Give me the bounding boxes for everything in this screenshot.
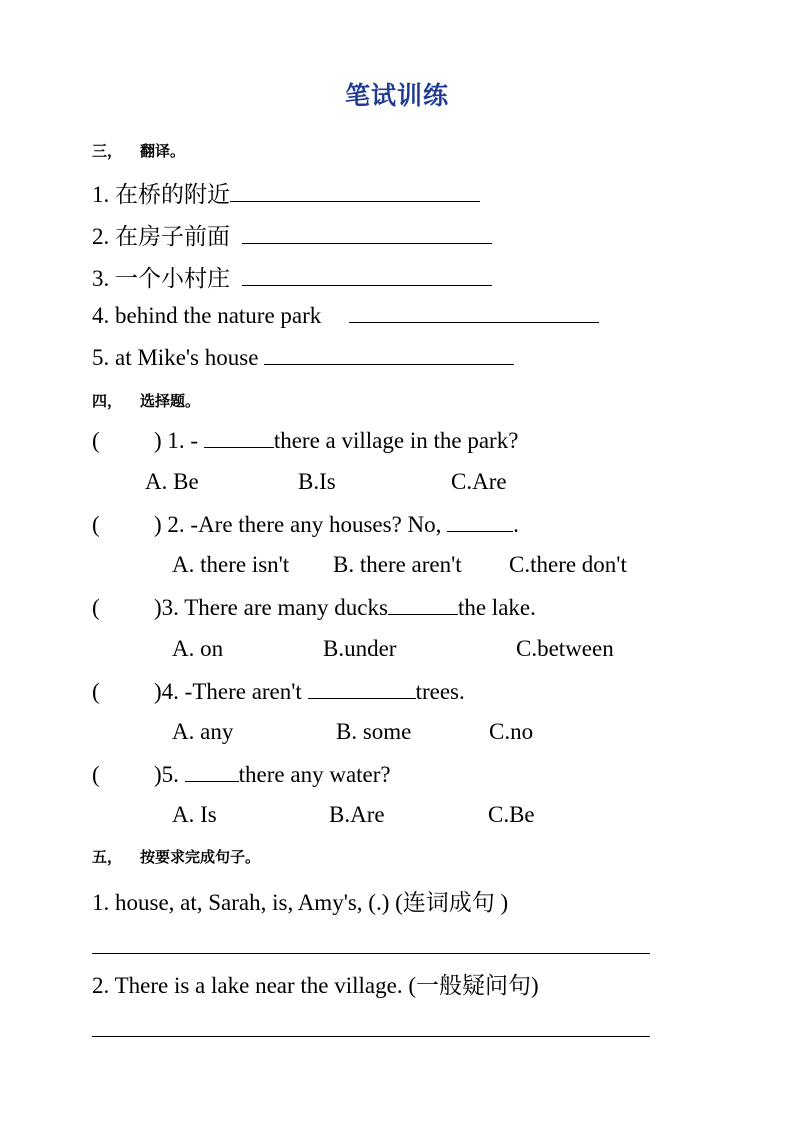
question-3 <box>92 594 536 621</box>
item-text: 4. behind the nature park <box>92 303 322 328</box>
question-2 <box>92 511 519 538</box>
section-heading-choice <box>92 390 200 411</box>
answer-blank[interactable] <box>230 181 480 202</box>
answer-blank[interactable] <box>242 223 492 244</box>
section-title: 选择题。 <box>140 392 201 410</box>
option-c[interactable]: C.Are <box>451 469 507 494</box>
section-heading-sentences <box>92 846 260 867</box>
option-b[interactable]: B. some <box>336 719 412 744</box>
answer-line[interactable] <box>92 1036 650 1037</box>
fill-blank[interactable] <box>447 511 513 532</box>
answer-paren[interactable]: ( <box>92 512 100 537</box>
fill-blank[interactable] <box>308 678 416 699</box>
fill-blank[interactable] <box>204 427 274 448</box>
sentence-item-1: 1. house, at, Sarah, is, Amy's, (.) (连词成句 ) <box>92 890 509 915</box>
option-a[interactable]: A. Is <box>172 802 217 827</box>
section-title: 翻译。 <box>140 142 186 160</box>
translate-item-5 <box>92 344 514 371</box>
section-number: 四， <box>92 392 123 410</box>
page-title: 笔试训练 <box>344 81 449 110</box>
question-stem: )4. -There aren't <box>154 679 302 704</box>
question-stem-end: . <box>513 512 519 537</box>
question-stem-end: the lake. <box>457 595 536 620</box>
item-text: 5. at Mike's house <box>92 345 259 370</box>
question-stem-end: there a village in the park? <box>273 428 519 453</box>
question-stem: ) 1. - <box>154 428 199 453</box>
answer-blank[interactable] <box>242 265 492 286</box>
question-stem: )5. <box>154 762 179 787</box>
translate-item-2 <box>92 218 492 251</box>
question-1 <box>92 427 518 454</box>
section-heading-translate <box>92 140 185 161</box>
question-stem-end: there any water? <box>238 762 391 787</box>
option-a[interactable]: A. there isn't <box>172 552 290 577</box>
option-b[interactable]: B.under <box>323 636 397 661</box>
item-text: 1. 在桥的附近 <box>92 182 230 207</box>
option-a[interactable]: A. on <box>172 636 224 661</box>
option-c[interactable]: C.there don't <box>509 552 627 577</box>
translate-item-3 <box>92 260 492 293</box>
fill-blank[interactable] <box>388 594 458 615</box>
section-number: 三， <box>92 142 123 160</box>
item-text: 2. 在房子前面 <box>92 224 230 249</box>
answer-paren[interactable]: ( <box>92 595 100 620</box>
answer-blank[interactable] <box>349 302 599 323</box>
answer-paren[interactable]: ( <box>92 679 100 704</box>
option-b[interactable]: B.Is <box>298 469 336 494</box>
option-a[interactable]: A. Be <box>145 469 199 494</box>
item-text: 3. 一个小村庄 <box>92 266 230 291</box>
translate-item-1 <box>92 176 480 209</box>
question-4 <box>92 678 465 705</box>
option-c[interactable]: C.Be <box>488 802 535 827</box>
option-c[interactable]: C.no <box>489 719 534 744</box>
option-b[interactable]: B.Are <box>329 802 385 827</box>
answer-blank[interactable] <box>264 344 514 365</box>
answer-paren[interactable]: ( <box>92 762 100 787</box>
question-5 <box>92 761 391 788</box>
option-b[interactable]: B. there aren't <box>333 552 462 577</box>
question-stem: )3. There are many ducks <box>154 595 388 620</box>
section-title: 按要求完成句子。 <box>140 848 261 866</box>
sentence-item-2: 2. There is a lake near the village. (一般疑问句) <box>92 973 539 998</box>
section-number: 五， <box>92 848 123 866</box>
option-a[interactable]: A. any <box>172 719 234 744</box>
translate-item-4 <box>92 302 599 329</box>
answer-paren[interactable]: ( <box>92 428 100 453</box>
option-c[interactable]: C.between <box>516 636 614 661</box>
question-stem: ) 2. -Are there any houses? No, <box>154 512 442 537</box>
question-stem-end: trees. <box>415 679 465 704</box>
fill-blank[interactable] <box>185 761 239 782</box>
answer-line[interactable] <box>92 953 650 954</box>
